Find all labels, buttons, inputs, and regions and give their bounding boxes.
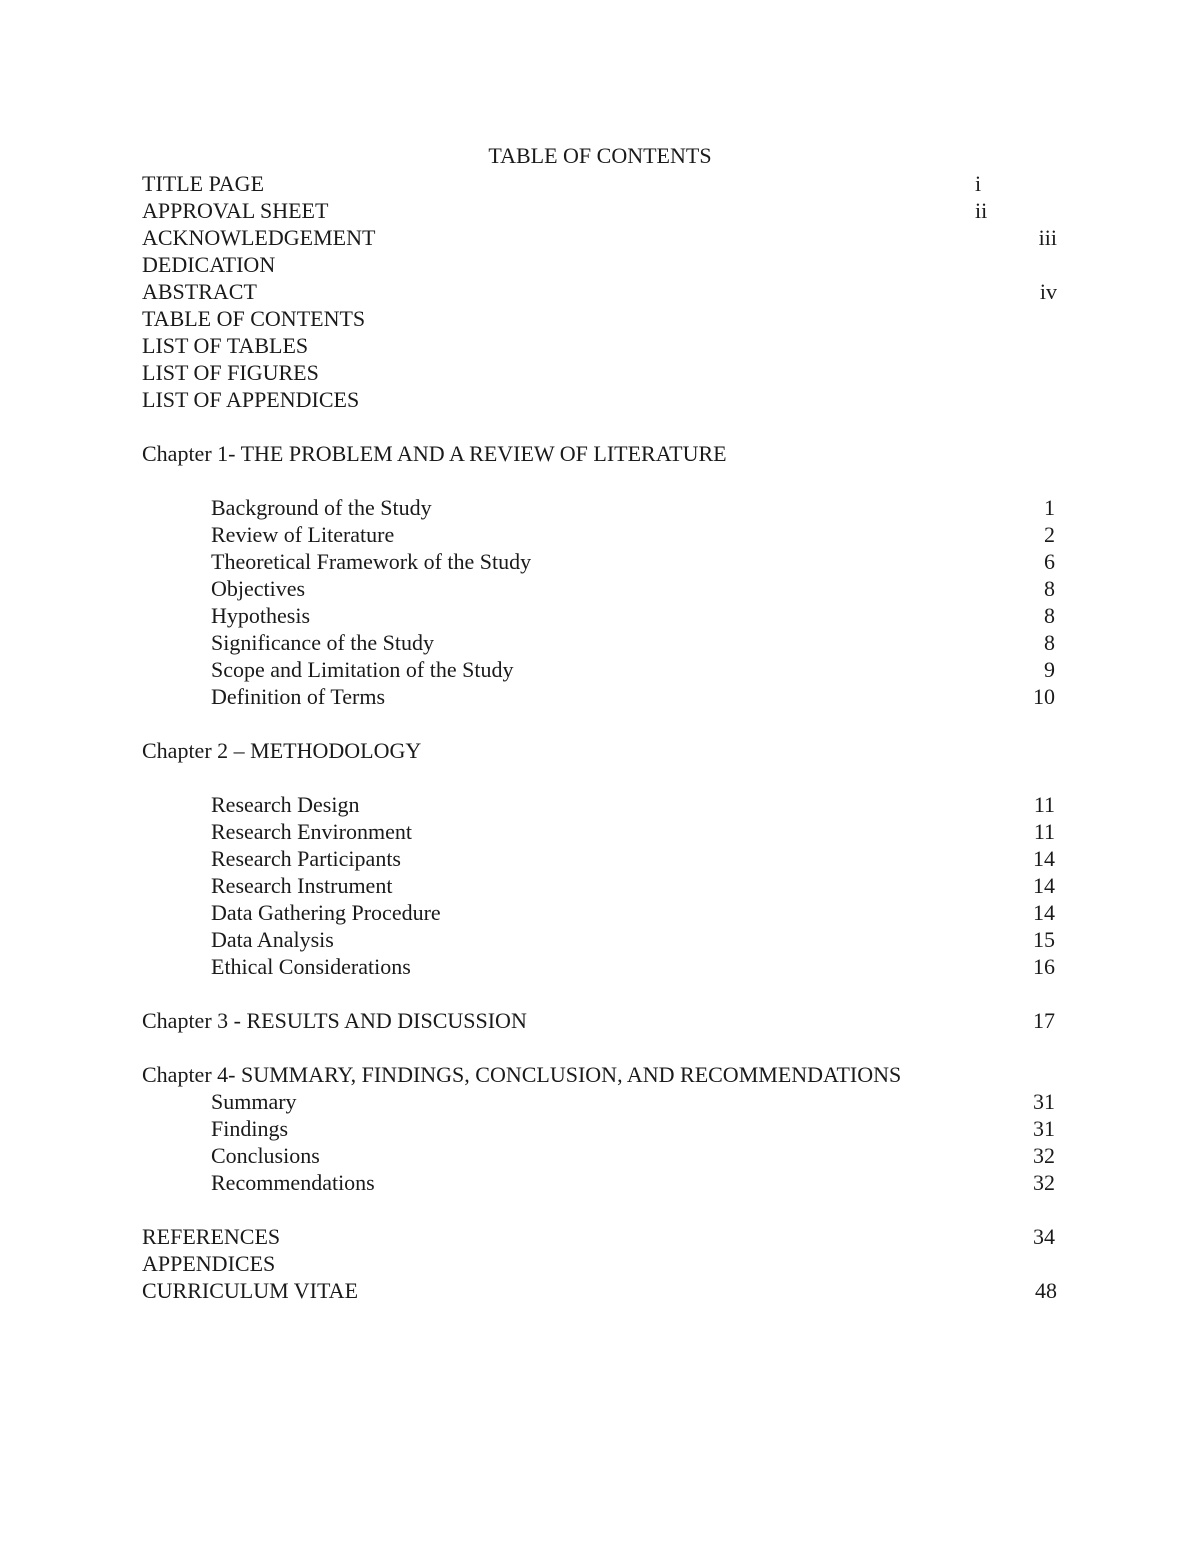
- toc-entry: [0, 926, 1200, 953]
- entry-label: APPROVAL SHEET: [142, 198, 329, 223]
- toc-entry: [0, 548, 1200, 575]
- entry-label: Theoretical Framework of the Study: [211, 549, 532, 574]
- toc-entry: [0, 1142, 1200, 1169]
- entry-page: iv: [1039, 279, 1057, 304]
- entry-label: Findings: [211, 1116, 289, 1141]
- toc-entry: [0, 386, 1200, 413]
- entry-label: LIST OF FIGURES: [142, 360, 319, 385]
- toc-entry: [0, 1250, 1200, 1277]
- toc-entry: [0, 602, 1200, 629]
- toc-entry: [0, 1223, 1200, 1250]
- toc-entry: [0, 1277, 1200, 1304]
- entry-page: 32: [1033, 1143, 1055, 1168]
- toc-entry: [0, 818, 1200, 845]
- entry-page: 10: [1033, 684, 1055, 709]
- entry-label: LIST OF TABLES: [142, 333, 309, 358]
- entry-label: Data Analysis: [211, 927, 334, 952]
- entry-page: 15: [1033, 927, 1055, 952]
- toc-entry: [0, 332, 1200, 359]
- toc-entry: [0, 521, 1200, 548]
- entry-label: TABLE OF CONTENTS: [142, 306, 366, 331]
- entry-label: Research Design: [211, 792, 360, 817]
- entry-label: Research Environment: [211, 819, 412, 844]
- chapter-4-heading: Chapter 4- SUMMARY, FINDINGS, CONCLUSION, AND RECOMMENDATIONS: [142, 1062, 902, 1087]
- entry-label: Significance of the Study: [211, 630, 435, 655]
- entry-label: Definition of Terms: [211, 684, 386, 709]
- toc-entry: [0, 899, 1200, 926]
- entry-page: 6: [1044, 549, 1055, 574]
- entry-page: 11: [1033, 792, 1055, 817]
- entry-label: Conclusions: [211, 1143, 320, 1168]
- toc-entry: [0, 845, 1200, 872]
- toc-entry: [0, 872, 1200, 899]
- toc-entry: [0, 656, 1200, 683]
- toc-entry: [0, 278, 1200, 305]
- entry-page: 14: [1033, 873, 1055, 898]
- entry-page: 1: [1044, 495, 1055, 520]
- entry-label: REFERENCES: [142, 1224, 281, 1249]
- toc-entry: [0, 683, 1200, 710]
- entry-label: Ethical Considerations: [211, 954, 411, 979]
- entry-page: 16: [1033, 954, 1055, 979]
- chapter-3-heading: Chapter 3 - RESULTS AND DISCUSSION: [142, 1008, 527, 1033]
- page-title: TABLE OF CONTENTS: [488, 143, 712, 168]
- entry-page: 9: [1044, 657, 1055, 682]
- entry-label: Scope and Limitation of the Study: [211, 657, 514, 682]
- entry-label: TITLE PAGE: [142, 171, 265, 196]
- entry-label: Objectives: [211, 576, 306, 601]
- toc-entry: [0, 170, 1200, 197]
- chapter-heading: [0, 1007, 1200, 1034]
- toc-entry: [0, 224, 1200, 251]
- toc-entry: [0, 629, 1200, 656]
- entry-page: 11: [1033, 819, 1055, 844]
- entry-label: CURRICULUM VITAE: [142, 1278, 359, 1303]
- entry-label: Recommendations: [211, 1170, 375, 1195]
- entry-page: 8: [1044, 603, 1055, 628]
- toc-entry: [0, 494, 1200, 521]
- toc-entry: [0, 1088, 1200, 1115]
- toc-entry: [0, 197, 1200, 224]
- toc-entry: [0, 791, 1200, 818]
- entry-page: 48: [1035, 1278, 1057, 1303]
- chapter-heading: [0, 440, 1200, 467]
- entry-page: 31: [1033, 1116, 1055, 1141]
- chapter-2-heading: Chapter 2 – METHODOLOGY: [142, 738, 422, 763]
- entry-page: 8: [1044, 576, 1055, 601]
- entry-page: 34: [1033, 1224, 1055, 1249]
- entry-label: Hypothesis: [211, 603, 310, 628]
- chapter-heading: [0, 737, 1200, 764]
- entry-label: DEDICATION: [142, 252, 276, 277]
- entry-label: ACKNOWLEDGEMENT: [142, 225, 376, 250]
- entry-label: Summary: [211, 1089, 297, 1114]
- entry-page: ii: [975, 198, 988, 223]
- entry-label: Research Instrument: [211, 873, 393, 898]
- entry-page: 32: [1033, 1170, 1055, 1195]
- entry-label: LIST OF APPENDICES: [142, 387, 360, 412]
- toc-entry: [0, 251, 1200, 278]
- chapter-heading: [0, 1061, 1200, 1088]
- entry-label: Data Gathering Procedure: [211, 900, 441, 925]
- toc-entry: [0, 1115, 1200, 1142]
- toc-entry: [0, 575, 1200, 602]
- entry-label: Background of the Study: [211, 495, 432, 520]
- entry-label: Review of Literature: [211, 522, 395, 547]
- toc-entry: [0, 1169, 1200, 1196]
- entry-page: iii: [1038, 225, 1057, 250]
- entry-page: i: [975, 171, 982, 196]
- entry-label: APPENDICES: [142, 1251, 276, 1276]
- entry-page: 31: [1033, 1089, 1055, 1114]
- toc-entry: [0, 305, 1200, 332]
- entry-page: 2: [1044, 522, 1055, 547]
- toc-entry: [0, 359, 1200, 386]
- entry-label: Research Participants: [211, 846, 401, 871]
- entry-page: 17: [1033, 1008, 1055, 1033]
- entry-page: 8: [1044, 630, 1055, 655]
- toc-entry: [0, 953, 1200, 980]
- chapter-1-heading: Chapter 1- THE PROBLEM AND A REVIEW OF LITERATURE: [142, 441, 727, 466]
- toc-list: [0, 170, 1200, 1304]
- entry-label: ABSTRACT: [142, 279, 257, 304]
- entry-page: 14: [1033, 846, 1055, 871]
- entry-page: 14: [1033, 900, 1055, 925]
